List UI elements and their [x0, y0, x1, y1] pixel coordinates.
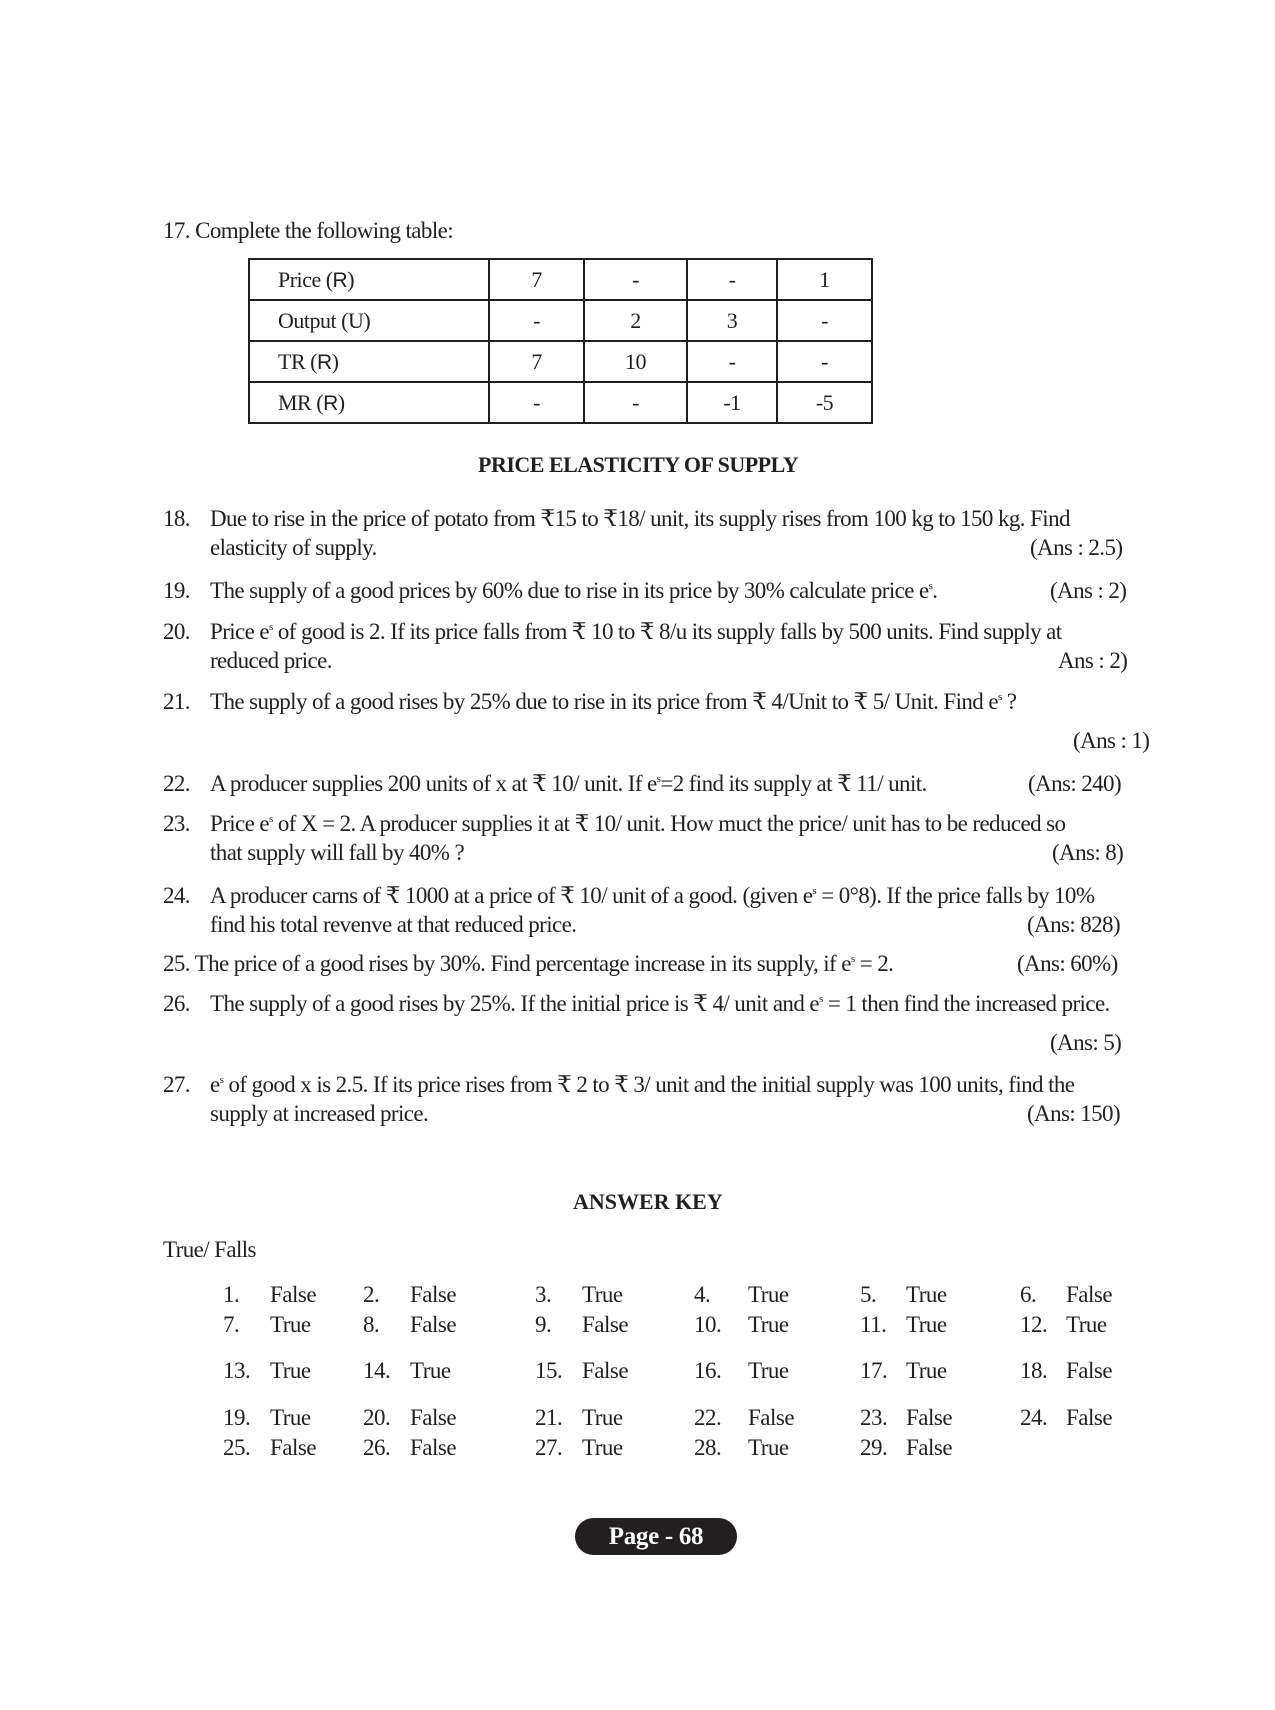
answer-key-number: 6. [1020, 1282, 1037, 1307]
answer-key-value: True [410, 1358, 451, 1383]
answer-key-value: True [906, 1312, 947, 1337]
table-cell: -5 [777, 382, 872, 423]
answer-key-value: True [748, 1282, 789, 1307]
row-label-text: Price ( [278, 266, 333, 292]
answer-key-value: True [582, 1405, 623, 1430]
row-label-text: TR ( [278, 348, 317, 374]
question-text-line [210, 840, 464, 866]
row-label-close: ) [337, 389, 345, 415]
row-label-text: MR ( [278, 389, 324, 415]
text-segment: A producer supplies 200 units of x at ₹ 10/ unit. If e [210, 771, 657, 796]
table-cell: 7 [489, 259, 584, 300]
question-text-line [210, 883, 1094, 909]
question-text-line [210, 1072, 1074, 1098]
answer-key-number: 2. [363, 1282, 380, 1307]
answer-key-value: True [906, 1282, 947, 1307]
answer-key-value: True [1066, 1312, 1107, 1337]
answer-key-value: False [582, 1358, 629, 1383]
question-text-line [210, 771, 927, 797]
text-segment: = 1 then find the increased price. [822, 991, 1110, 1016]
answer-key-number: 4. [694, 1282, 711, 1307]
answer-key-value: True [906, 1358, 947, 1383]
row-label [249, 300, 489, 341]
answer-text: (Ans : 1) [1073, 728, 1150, 753]
text-segment: Price e [210, 811, 270, 836]
text-segment: = 0°8). If the price falls by 10% [816, 883, 1095, 908]
answer-key-number: 29. [860, 1435, 888, 1460]
question-number: 23. [163, 811, 190, 836]
superscript: s [219, 1074, 224, 1086]
row-label-close: ) [331, 348, 339, 374]
superscript: s [269, 813, 273, 825]
answer-key-number: 24. [1020, 1405, 1048, 1430]
answer-key-value: False [410, 1282, 457, 1307]
answer-key-value: False [410, 1405, 457, 1430]
answer-key-value: True [582, 1282, 623, 1307]
superscript: s [997, 691, 1002, 703]
answer-text: (Ans: 5) [1050, 1030, 1122, 1055]
text-segment: The supply of a good prices by 60% due to rise in its price by 30% calculate price e [210, 578, 929, 603]
answer-key-number: 9. [535, 1312, 552, 1337]
question-number: 27. [163, 1072, 190, 1097]
superscript: s [656, 773, 661, 785]
text-segment: supply at increased price. [210, 1101, 429, 1126]
text-segment: find his total revenve at that reduced price. [210, 912, 577, 937]
superscript: s [269, 621, 273, 633]
table-row [249, 382, 872, 423]
answer-key-number: 26. [363, 1435, 391, 1460]
table-cell: -1 [687, 382, 777, 423]
text-segment: 25. The price of a good rises by 30%. Find percentage increase in its supply, if e [163, 951, 851, 976]
answer-key-value: False [582, 1312, 629, 1337]
table-cell: - [584, 259, 687, 300]
answer-key-number: 13. [223, 1358, 251, 1383]
question-text-line [210, 535, 377, 561]
answer-key-value: True [270, 1405, 311, 1430]
answer-key-number: 3. [535, 1282, 552, 1307]
text-segment: Due to rise in the price of potato from ₹15 to ₹18/ unit, its supply rises from 100 kg to 150 kg. Find [210, 506, 1070, 531]
answer-key-value: True [748, 1312, 789, 1337]
answer-key-heading: ANSWER KEY [573, 1189, 723, 1214]
answer-text: (Ans: 60%) [1017, 951, 1118, 976]
answer-text: (Ans: 828) [1027, 912, 1121, 937]
answer-key-number: 10. [694, 1312, 722, 1337]
question-text-line [210, 689, 1016, 715]
question-number: 20. [163, 619, 190, 644]
answer-key-number: 7. [223, 1312, 240, 1337]
answer-key-number: 25. [223, 1435, 251, 1460]
question-number: 24. [163, 883, 190, 908]
table-cell: 3 [687, 300, 777, 341]
text-segment: =2 find its supply at ₹ 11/ unit. [660, 771, 927, 796]
table-cell: - [489, 382, 584, 423]
answer-key-number: 19. [223, 1405, 251, 1430]
table-cell: - [489, 300, 584, 341]
text-segment: The supply of a good rises by 25%. If the initial price is ₹ 4/ unit and e [210, 991, 819, 1016]
answer-text: (Ans: 240) [1028, 771, 1122, 796]
question-text-line [210, 811, 1065, 837]
question-17-prompt: 17. Complete the following table: [163, 218, 454, 243]
answer-key-number: 14. [363, 1358, 391, 1383]
answer-key-value: True [748, 1435, 789, 1460]
answer-key-value: False [1066, 1358, 1113, 1383]
table-cell: - [687, 259, 777, 300]
row-label [249, 382, 489, 423]
table-cell: - [777, 341, 872, 382]
text-segment: The supply of a good rises by 25% due to rise in its price from ₹ 4/Unit to ₹ 5/ Unit. Find e [210, 689, 998, 714]
answer-key-number: 22. [694, 1405, 722, 1430]
row-label-text: Output (U) [278, 307, 371, 333]
answer-key-number: 11. [860, 1312, 887, 1337]
answer-key-number: 17. [860, 1358, 888, 1383]
answer-key-value: False [270, 1282, 317, 1307]
table-row [249, 259, 872, 300]
section-heading-price-elasticity: PRICE ELASTICITY OF SUPPLY [478, 452, 799, 477]
superscript: s [812, 885, 817, 897]
answer-text: (Ans: 150) [1027, 1101, 1121, 1126]
answer-key-value: False [410, 1435, 457, 1460]
text-segment: = 2. [854, 951, 894, 976]
answer-key-value: False [1066, 1282, 1113, 1307]
question-text-line [210, 912, 576, 938]
table-cell: 7 [489, 341, 584, 382]
answer-key-value: False [906, 1435, 953, 1460]
superscript: s [819, 993, 823, 1005]
row-label [249, 259, 489, 300]
table-cell: - [777, 300, 872, 341]
text-segment: Price e [210, 619, 270, 644]
answer-key-value: True [270, 1358, 311, 1383]
answer-text: (Ans: 8) [1052, 840, 1124, 865]
answer-key-number: 23. [860, 1405, 888, 1430]
answer-text: (Ans : 2) [1050, 578, 1127, 603]
answer-key-number: 18. [1020, 1358, 1048, 1383]
table-cell: 1 [777, 259, 872, 300]
answer-key-value: False [1066, 1405, 1113, 1430]
table-row [249, 300, 872, 341]
answer-key-number: 20. [363, 1405, 391, 1430]
question-text-line [210, 1101, 428, 1127]
answer-key-value: True [748, 1358, 789, 1383]
question-number: 26. [163, 991, 190, 1016]
text-segment: ? [1001, 689, 1017, 714]
text-segment: reduced price. [210, 648, 332, 673]
text-segment: . [932, 578, 938, 603]
page-number-badge [575, 1518, 737, 1555]
table-cell: - [584, 382, 687, 423]
answer-key-number: 28. [694, 1435, 722, 1460]
question-number: 22. [163, 771, 190, 796]
question-number: 18. [163, 506, 190, 531]
text-segment: that supply will fall by 40% ? [210, 840, 465, 865]
text-segment: e [210, 1072, 220, 1097]
answer-key-number: 12. [1020, 1312, 1048, 1337]
question-17-table [248, 258, 873, 424]
answer-key-value: False [906, 1405, 953, 1430]
table-cell: - [687, 341, 777, 382]
answer-text: (Ans : 2.5) [1030, 535, 1123, 560]
answer-key-number: 15. [535, 1358, 563, 1383]
row-label-close: ) [347, 266, 355, 292]
text-segment: of X = 2. A producer supplies it at ₹ 10/ unit. How muct the price/ unit has to be reduced so [272, 811, 1066, 836]
answer-key-number: 21. [535, 1405, 563, 1430]
question-text-line [210, 619, 1062, 645]
answer-key-number: 27. [535, 1435, 563, 1460]
table-cell: 2 [584, 300, 687, 341]
table-cell: 10 [584, 341, 687, 382]
superscript: s [928, 580, 933, 592]
question-text-line [210, 506, 1070, 532]
question-text-line [163, 951, 893, 977]
answer-key-number: 8. [363, 1312, 380, 1337]
rupee-symbol-icon: R [332, 268, 348, 292]
text-segment: A producer carns of ₹ 1000 at a price of ₹ 10/ unit of a good. (given e [210, 883, 813, 908]
answer-key-number: 1. [223, 1282, 240, 1307]
answer-key-number: 5. [860, 1282, 877, 1307]
answer-key-number: 16. [694, 1358, 722, 1383]
text-segment: of good x is 2.5. If its price rises from ₹ 2 to ₹ 3/ unit and the initial supply was 100 units, find the [223, 1072, 1075, 1097]
answer-text: Ans : 2) [1058, 648, 1128, 673]
row-label [249, 341, 489, 382]
question-text-line [210, 991, 1110, 1017]
answer-key-subheading: True/ Falls [163, 1237, 256, 1262]
answer-key-value: True [582, 1435, 623, 1460]
page-number-label: Page - 68 [608, 1522, 704, 1550]
answer-key-value: False [270, 1435, 317, 1460]
superscript: s [850, 953, 855, 965]
text-segment: elasticity of supply. [210, 535, 377, 560]
question-text-line [210, 578, 937, 604]
rupee-symbol-icon: R [316, 350, 332, 374]
answer-key-value: False [410, 1312, 457, 1337]
text-segment: of good is 2. If its price falls from ₹ 10 to ₹ 8/u its supply falls by 500 units. Find supply at [272, 619, 1062, 644]
rupee-symbol-icon: R [323, 391, 338, 415]
answer-key-value: False [748, 1405, 795, 1430]
question-number: 19. [163, 578, 190, 603]
question-text-line [210, 648, 332, 674]
answer-key-value: True [270, 1312, 311, 1337]
question-number: 21. [163, 689, 190, 714]
table-row [249, 341, 872, 382]
